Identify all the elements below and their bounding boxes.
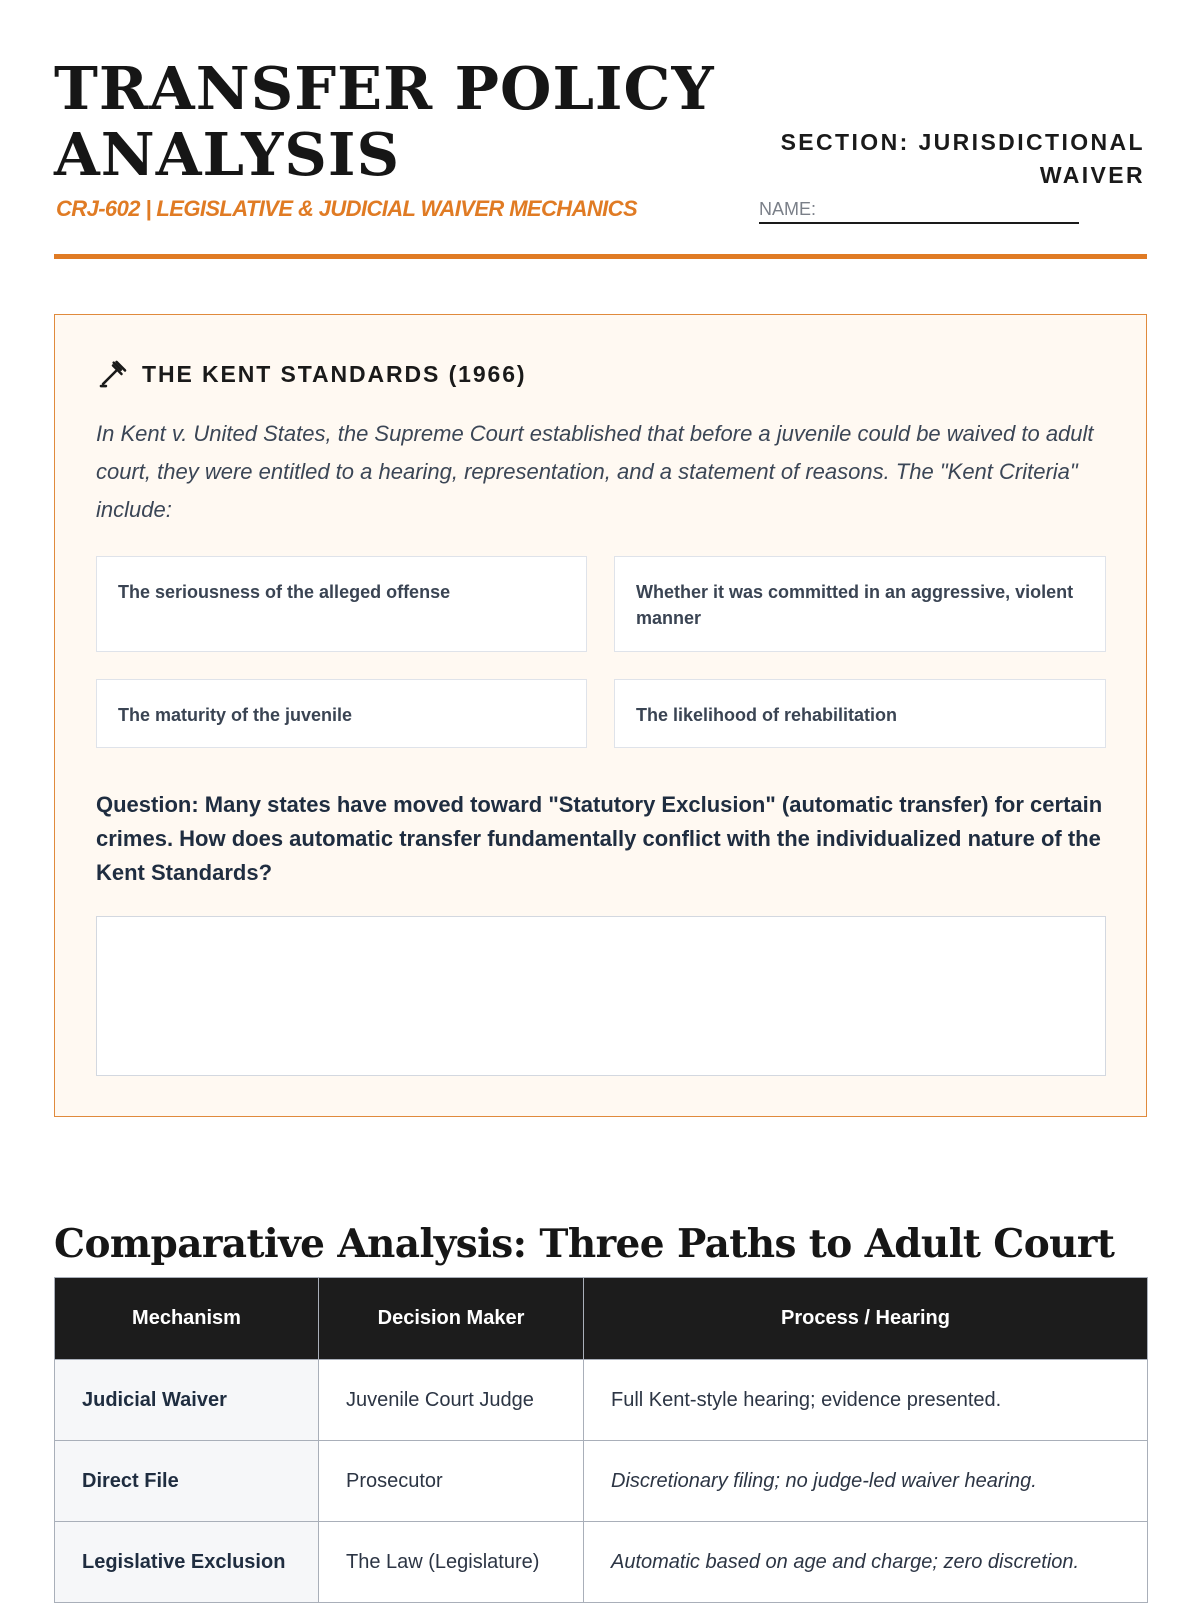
mechanism-cell: Direct File xyxy=(55,1441,319,1522)
title-line-2: ANALYSIS xyxy=(54,120,401,189)
name-field[interactable] xyxy=(759,199,1079,224)
process-cell: Automatic based on age and charge; zero discretion. xyxy=(584,1522,1148,1603)
title-line-1: TRANSFER POLICY xyxy=(54,54,715,123)
column-header-mechanism: Mechanism xyxy=(55,1278,319,1360)
answer-box[interactable] xyxy=(96,916,1106,1076)
page-header xyxy=(54,0,1147,262)
kent-heading xyxy=(96,357,526,391)
worksheet-page xyxy=(54,0,1147,1573)
table-header-row xyxy=(55,1278,1148,1360)
decision-maker-cell: The Law (Legislature) xyxy=(319,1522,584,1603)
name-label: NAME: xyxy=(759,199,817,219)
kent-standards-box xyxy=(54,314,1147,1117)
criterion-card: Whether it was committed in an aggressive, violent manner xyxy=(614,556,1106,652)
header-divider xyxy=(54,254,1147,259)
comparative-heading: Comparative Analysis: Three Paths to Adult Court xyxy=(54,1221,1115,1268)
table-row xyxy=(55,1522,1148,1603)
criterion-card: The seriousness of the alleged offense xyxy=(96,556,587,652)
course-subtitle: CRJ-602 | LEGISLATIVE & JUDICIAL WAIVER MECHANICS xyxy=(56,196,638,221)
mechanism-cell: Judicial Waiver xyxy=(55,1360,319,1441)
section-label-line-1: SECTION: JURISDICTIONAL xyxy=(780,129,1145,155)
kent-intro: In Kent v. United States, the Supreme Court established that before a juvenile could be waived to adult court, they were entitled to a hearing, representation, and a statement of reasons. The "Kent Criteria" include: xyxy=(96,421,1094,522)
column-header-process: Process / Hearing xyxy=(584,1278,1148,1360)
comparison-table xyxy=(54,1277,1148,1603)
section-label-line-2: WAIVER xyxy=(1039,162,1145,188)
table-row xyxy=(55,1441,1148,1522)
criterion-card: The maturity of the juvenile xyxy=(96,679,587,748)
kent-title: THE KENT STANDARDS (1966) xyxy=(142,360,527,387)
decision-maker-cell: Juvenile Court Judge xyxy=(319,1360,584,1441)
section-label xyxy=(725,126,1145,192)
table-row xyxy=(55,1360,1148,1441)
process-cell: Full Kent-style hearing; evidence presented. xyxy=(584,1360,1148,1441)
kent-question: Question: Many states have moved toward "Statutory Exclusion" (automatic transfer) for certain crimes. How does automatic transfer fundamentally conflict with the individualized nature of the Kent Standards? xyxy=(96,792,1103,885)
process-cell: Discretionary filing; no judge-led waiver hearing. xyxy=(584,1441,1148,1522)
gavel-icon xyxy=(96,357,130,391)
criterion-card: The likelihood of rehabilitation xyxy=(614,679,1106,748)
column-header-decision-maker: Decision Maker xyxy=(319,1278,584,1360)
decision-maker-cell: Prosecutor xyxy=(319,1441,584,1522)
page-title xyxy=(54,56,715,188)
mechanism-cell: Legislative Exclusion xyxy=(55,1522,319,1603)
